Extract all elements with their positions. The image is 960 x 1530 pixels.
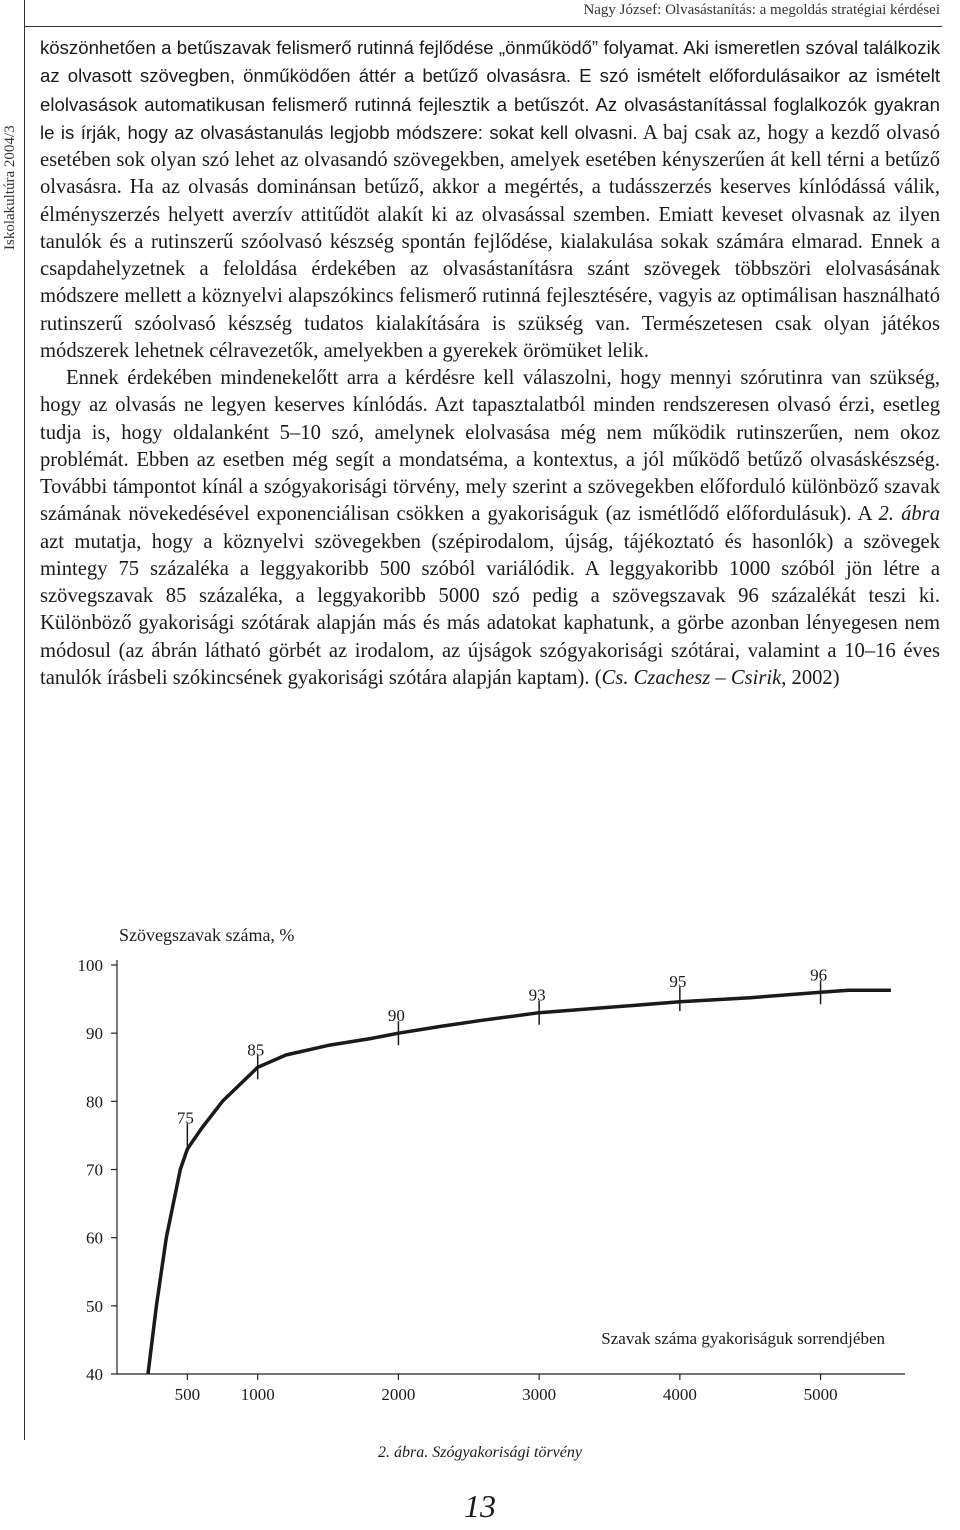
page-number: 13 bbox=[464, 1488, 496, 1524]
y-tick-label: 70 bbox=[86, 1160, 103, 1180]
citation-authors: Cs. Czachesz – Csirik bbox=[601, 666, 782, 689]
y-axis-label: Szövegszavak száma, % bbox=[119, 925, 295, 945]
data-label: 85 bbox=[247, 1040, 265, 1060]
x-tick-label: 500 bbox=[174, 1385, 201, 1404]
x-tick-label: 1000 bbox=[240, 1385, 275, 1404]
data-label: 93 bbox=[528, 985, 546, 1005]
data-label: 75 bbox=[176, 1108, 194, 1128]
journal-label: Iskolakultúra 2004/3 bbox=[2, 125, 18, 250]
figure-caption: 2. ábra. Szógyakorisági törvény bbox=[378, 1444, 582, 1461]
figure-2 bbox=[60, 915, 920, 1404]
y-tick-label: 50 bbox=[86, 1296, 103, 1316]
header-rule bbox=[24, 26, 942, 27]
y-tick-label: 40 bbox=[86, 1365, 103, 1384]
paragraph-2-a: Ennek érdekében mindenekelőtt arra a kérdésre kell válaszolni, hogy mennyi szórutinra van szükség, hogy az olvasás ne legyen keserves kínlódás. Azt tapasztalatból minden rendszeresen olvasó érzi, esetleg tudja is, hogy oldalanként 5–10 szó, amelynek elolvasása még nem működik rutinszerűen, nem okoz problémát. Ebben az esetben még segít a mondatséma, a kontextus, a jól működő betűző olvasáskészség. További támpontot kínál a szógyakorisági törvény, mely szerint a szövegekben előforduló különböző szavak számának növekedésével exponenciálisan csökken a gyakoriságuk (az ismétlődő előfordulásuk). A bbox=[40, 367, 940, 526]
x-tick-label: 4000 bbox=[662, 1385, 697, 1404]
figure-reference: 2. ábra bbox=[878, 503, 940, 526]
y-tick-label: 100 bbox=[77, 956, 103, 975]
side-label bbox=[0, 0, 25, 1440]
paragraph-1-serif: A baj csak az, hogy a kezdő olvasó esetében sok olyan szó lehet az olvasandó szövegekben, amelyek esetében kényszerűen át kell térni a betűző olvasásra. Ha az olvasás dominánsan betűző, akkor a megértés, a tudásszerzés keserves kínlódássá válik, élményszerzés helyett averzív attitűdöt alakít ki az olvasással szemben. Emiatt keveset olvasnak az ilyen tanulók és a rutinszerű szóolvasó készség spontán fejlődése, kialakulása sokak számára elmarad. Ennek a csapdahelyzetnek a feloldása érdekében az olvasástanításra szánt szövegek többszöri elolvasásának módszere mellett a köznyelvi alapszókincs felismerő rutinná fejlesztésére, vagyis az optimálisan használható rutinszerű szóolvasó készség tudatos kialakítására is szükség van. Természetesen csak olyan játékos módszerek lehetnek célravezetők, amelyekben a gyerekek örömüket lelik. bbox=[40, 121, 941, 362]
body-text bbox=[40, 34, 940, 692]
paragraph-2-b: azt mutatja, hogy a köznyelvi szövegekben (szépirodalom, újság, tájékoztató és hasonlók) a szövegek mintegy 75 százaléka a leggyakoribb 500 szóból variálódik. A leggyakoribb 1000 szóból jön létre a szövegszavak 85 százaléka, a leggyakoribb 5000 szó pedig a szövegszavak 96 százalékát teszi ki. Különböző gyakorisági szótárak alapján más és más adatokat kaphatunk, a görbe azonban lényegesen nem módosul (az ábrán látható görbét az irodalom, az újságok szógyakorisági szótárai, valamint a 10–16 éves tanulók írásbeli szókincsének gyakorisági szótára alapján kaptam). ( bbox=[40, 530, 940, 689]
x-axis-label: Szavak száma gyakoriságuk sorrendjében bbox=[601, 1329, 885, 1348]
paragraph-1 bbox=[40, 34, 940, 365]
running-header: Nagy József: Olvasástanítás: a megoldás stratégiai kérdései bbox=[583, 2, 940, 18]
y-tick-label: 60 bbox=[86, 1228, 103, 1248]
frequency-chart bbox=[60, 915, 920, 1404]
y-tick-label: 90 bbox=[86, 1024, 103, 1044]
x-tick-label: 3000 bbox=[522, 1385, 557, 1404]
x-tick-label: 5000 bbox=[803, 1385, 838, 1404]
data-label: 95 bbox=[669, 972, 687, 992]
x-tick-label: 2000 bbox=[381, 1385, 416, 1404]
paragraph-1-sans: köszönhetően a betűszavak felismerő rutinná fejlődése „önműködő” folyamat. Aki ismeretlen szóval találkozik az olvasott szövegben, önműködően áttér a betűző olvasásra. E szó ismételt előfordulásaikor az ismételt elolvasások automatikusan felismerő rutinná fejlesztik a betűszót. Az olvasástanítással foglalkozók gyakran le is írják, hogy az olvasástanulás legjobb módszere: sokat kell olvasni. bbox=[40, 37, 940, 143]
data-label: 96 bbox=[810, 965, 828, 985]
y-tick-label: 80 bbox=[86, 1092, 103, 1112]
paragraph-2-c: , 2002) bbox=[781, 666, 840, 689]
data-label: 90 bbox=[387, 1006, 405, 1026]
paragraph-2 bbox=[40, 365, 940, 692]
